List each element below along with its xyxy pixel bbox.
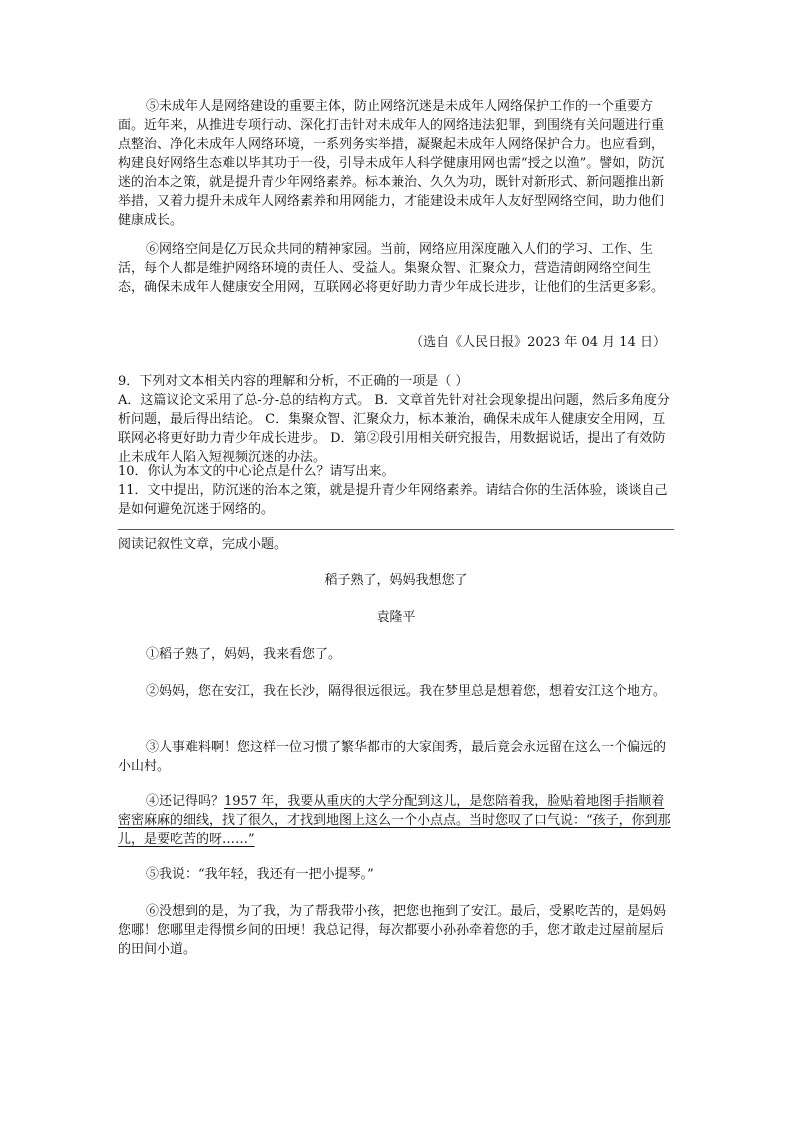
story-paragraph-2: ②妈妈，您在安江，我在长沙，隔得很远很远。我在梦里总是想着您，想着安江这个地方。 (146, 684, 667, 699)
story-paragraph-5: ⑤我说：“我年轻，我还有一把小提琴。” (146, 867, 374, 882)
paragraph-5: ⑤未成年人是网络建设的重要主体，防止网络沉迷是未成年人网络保护工作的一个重要方面。近年来，从推进专项行动、深化打击针对未成年人的网络违法犯罪，到围绕有关问题进行重点整治、净化未成年人网络环境，一系列务实举措，凝聚起未成年人网络保护合力。也应看到，构建良好网络生态难以毕其功于一役，引导未成年人科学健康用网也需“授之以渔”。譬如，防沉迷的治本之策，就是提升青少年网络素养。标本兼治、久久为功，既针对新形式、新问题推出新举措，又着力提升未成年人网络素养和用网能力，才能建设未成年人友好型网络空间，助力他们健康成长。 (118, 99, 665, 228)
story-title: 稻子熟了，妈妈我想您了 (324, 573, 468, 588)
story-author: 袁隆平 (376, 610, 416, 625)
section-intro: 阅读记叙性文章，完成小题。 (118, 537, 288, 552)
article-source: （选自《人民日报》2023 年 04 月 14 日） (410, 335, 666, 350)
underlined-passage: 1957 年，我要从重庆的大学分配到这儿，是您陪着我，脸贴着地图手指顺着密密麻麻的细线，找了很久，才找到地图上这么一个小点点。当时您叹了口气说：“孩子，你到那儿，是要吃苦的呀……” (118, 794, 671, 847)
story-paragraph-6: ⑥没想到的是，为了我，为了帮我带小孩，把您也拖到了安江。最后，受累吃苦的，是妈妈您哪！您哪里走得惯乡间的田埂！我总记得，每次都要小孙孙牵着您的手，您才敢走过屋前屋后的田间小道。 (118, 904, 667, 957)
question-9-options: A．这篇议论文采用了总-分-总的结构方式。 B．文章首先针对社会现象提出问题，然后多角度分析问题，最后得出结论。 C．集聚众智、汇聚众力，标本兼治，确保未成年人健康安全用网，互联网必将更好助力青少年成长进步。 D．第②段引用相关研究报告，用数据说话，提出了有效防止未成年人陷入短视频沉迷的办法。 (118, 393, 670, 465)
question-11: 11．文中提出，防沉迷的治本之策，就是提升青少年网络素养。请结合你的生活体验，谈谈自己是如何避免沉迷于网络的。 (118, 483, 668, 517)
story-paragraph-1: ①稻子熟了，妈妈，我来看您了。 (146, 647, 342, 662)
story-paragraph-4-lead: ④还记得吗？ (146, 794, 225, 809)
story-paragraph-4 (118, 792, 674, 849)
question-9: 9．下列对文本相关内容的理解和分析，不正确的一项是（ ） (118, 374, 469, 389)
paragraph-6: ⑥网络空间是亿万民众共同的精神家园。当前，网络应用深度融入人们的学习、工作、生活，每个人都是维护网络环境的责任人、受益人。集聚众智、汇聚众力，营造清朗网络空间生态，确保未成年人健康安全用网，互联网必将更好助力青少年成长进步，让他们的生活更多彩。 (118, 242, 665, 295)
story-paragraph-3: ③人事难料啊！您这样一位习惯了繁华都市的大家闺秀，最后竟会永远留在这么一个偏远的小山村。 (118, 740, 667, 774)
section-divider (118, 529, 674, 530)
question-10: 10．你认为本文的中心论点是什么？请写出来。 (118, 464, 395, 479)
